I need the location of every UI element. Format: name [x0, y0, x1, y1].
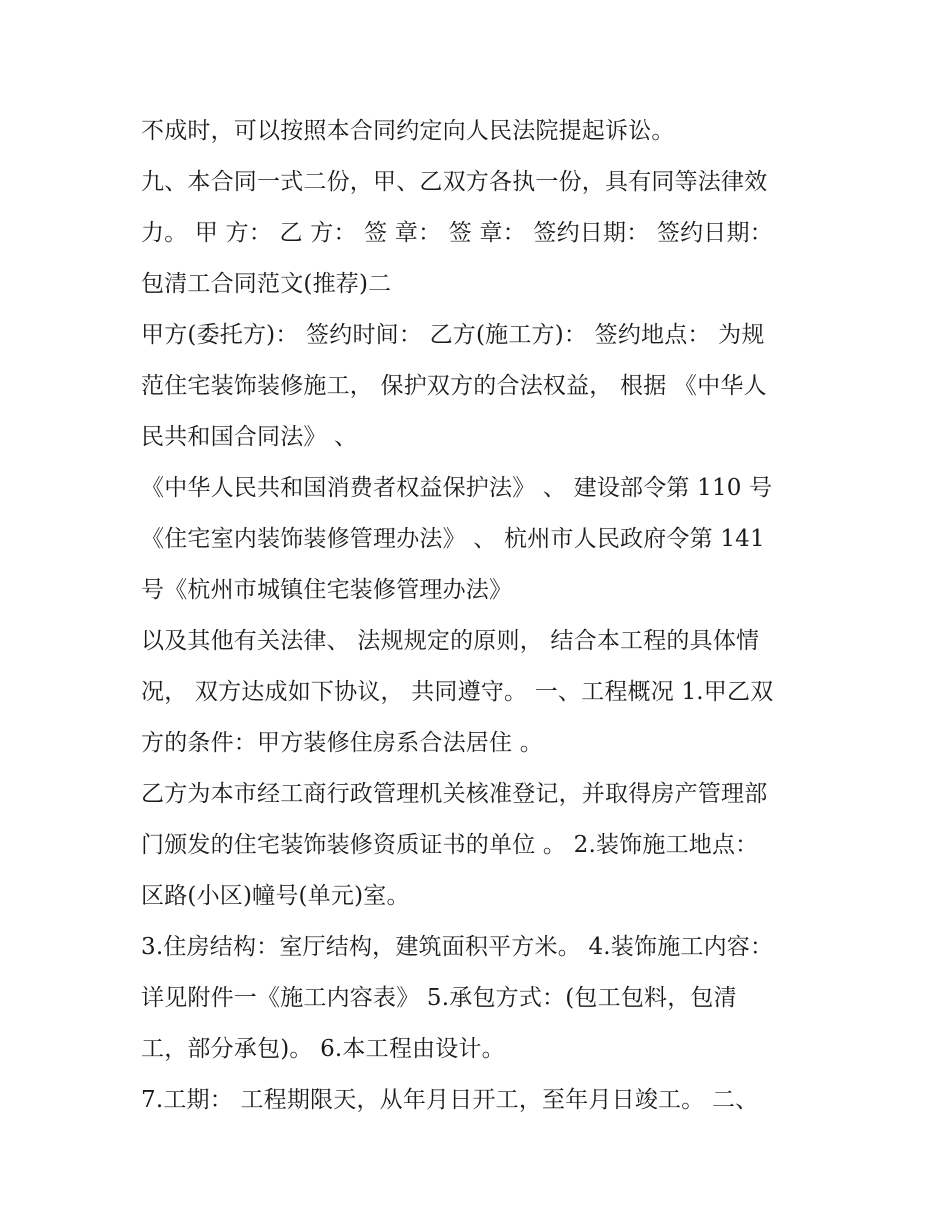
text-line: 甲方(委托方)： 签约时间： 乙方(施工方)： 签约地点： 为规: [141, 322, 765, 348]
text-line: 《住宅室内装饰装修管理办法》 、 杭州市人民政府令第 141: [141, 526, 765, 552]
contract-body-text: [141, 106, 821, 1126]
text-line: 3.住房结构：室厅结构，建筑面积平方米。 4.装饰施工内容：: [141, 934, 774, 960]
text-line: 详见附件一《施工内容表》 5.承包方式：(包工包料，包清: [141, 985, 737, 1011]
text-line: 《中华人民共和国消费者权益保护法》 、 建设部令第 110 号: [141, 475, 773, 501]
section-heading: 包清工合同范文(推荐)二: [141, 271, 392, 297]
text-line: 范住宅装饰装修施工， 保护双方的合法权益， 根据 《中华人: [141, 373, 767, 399]
text-line: 门颁发的住宅装饰装修资质证书的单位 。 2.装饰施工地点：: [141, 832, 759, 858]
text-line: 况， 双方达成如下协议， 共同遵守。 一、工程概况 1.甲乙双: [141, 679, 774, 705]
text-line: 九、本合同一式二份，甲、乙双方各执一份，具有同等法律效: [141, 169, 768, 195]
text-line: 工，部分承包)。 6.本工程由设计。: [141, 1036, 505, 1062]
text-line: 民共和国合同法》 、: [141, 424, 358, 450]
text-line: 乙方为本市经工商行政管理机关核准登记，并取得房产管理部: [141, 781, 768, 807]
text-line: 不成时，可以按照本合同约定向人民法院提起诉讼。: [141, 118, 675, 144]
text-line: 力。 甲 方： 乙 方： 签 章： 签 章： 签约日期： 签约日期：: [141, 220, 773, 246]
text-line: 区路(小区)幢号(单元)室。: [141, 883, 410, 909]
text-line: 以及其他有关法律、 法规规定的原则， 结合本工程的具体情: [141, 628, 760, 654]
text-line: 号《杭州市城镇住宅装修管理办法》: [141, 577, 513, 603]
text-line: 方的条件：甲方装修住房系合法居住 。: [141, 730, 543, 756]
text-line: 7.工期： 工程期限天，从年月日开工，至年月日竣工。 二、: [141, 1087, 759, 1113]
